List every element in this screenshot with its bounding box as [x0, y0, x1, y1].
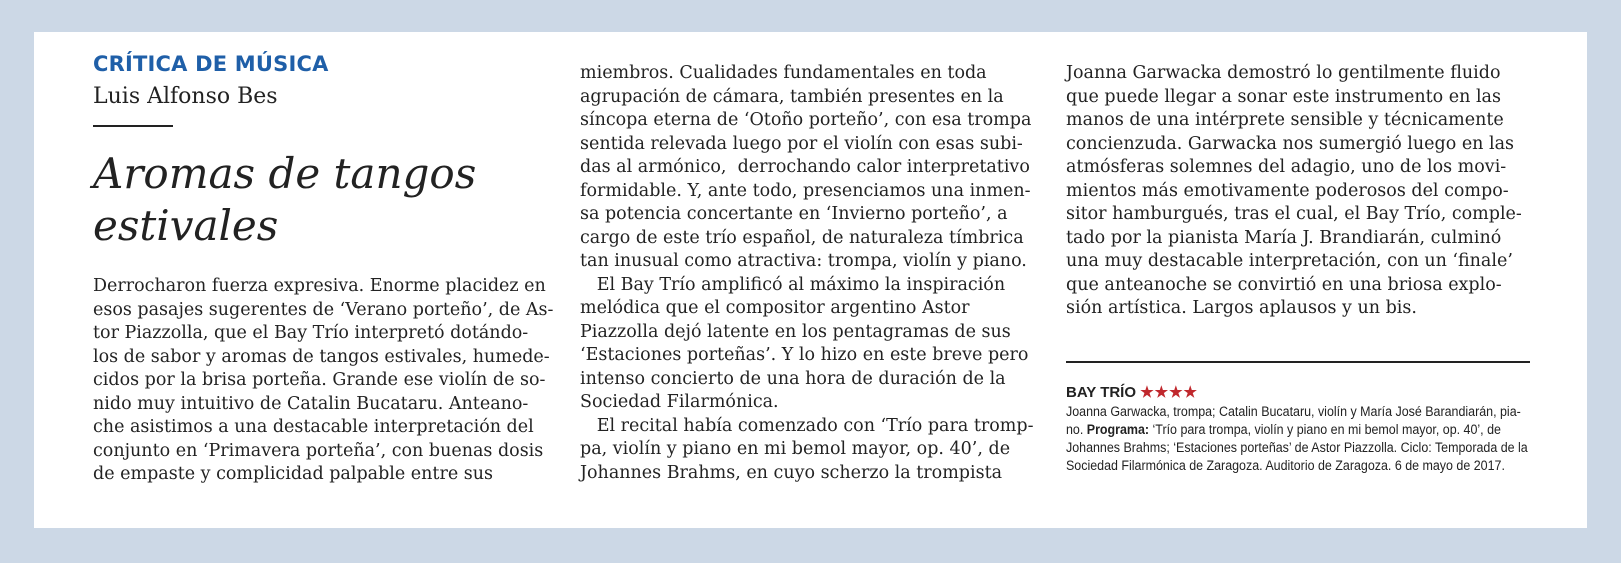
infobox-line: Joanna Garwacka, trompa; Catalin Bucataru, violín y María José Barandiarán, pia- [1066, 404, 1521, 419]
author-name: Luis Alfonso Bes [93, 84, 278, 109]
infobox-line: no. [1066, 422, 1087, 437]
infobox-line: Sociedad Filarmónica de Zaragoza. Auditorio de Zaragoza. 6 de mayo de 2017. [1066, 458, 1505, 473]
article-column-3: Joanna Garwacka demostró lo gentilmente fluido que puede llegar a sonar este instrumento en las manos de una intérprete sensible y técnicamente concienzuda. Garwacka nos sumergió luego en las atmósferas solemnes del adagio, uno de los movi- mientos más emotivamente poderosos del compo- sitor hamburgués, tras el cual, el Bay Trío, comple- tado por la pianista María J. Brandiarán, culminó una muy destacable interpretación, con un ‘finale’ que anteanoche se convirtió en una briosa explo- sión artística. Largos aplausos y un bis. [1066, 63, 1522, 318]
headline-line: estivales [93, 201, 279, 250]
infobox-divider [1066, 361, 1530, 363]
programa-label: Programa: [1086, 422, 1150, 437]
infobox-line: ‘Trío para trompa, violín y piano en mi bemol mayor, op. 40’, de [1149, 422, 1501, 437]
article-column-1: Derrocharon fuerza expresiva. Enorme placidez en esos pasajes sugerentes de ‘Verano porteño’, de As- tor Piazzolla, que el Bay Trío interpretó dotándo- los de sabor y aromas de tangos estivales, humede- cidos por la brisa porteña. Grande ese violín de so- nido muy intuitivo de Catalin Bucataru. Anteano- che asistimos a una destacable interpretación del conjunto en ‘Primavera porteña’, con buenas dosis de empaste y complicidad palpable entre sus [93, 276, 554, 484]
infobox-title [1066, 383, 1198, 401]
section-label: CRÍTICA DE MÚSICA [93, 52, 329, 76]
rating-stars: ★★★★ [1140, 384, 1198, 401]
infobox-title-text: BAY TRÍO [1066, 384, 1137, 401]
divider [93, 125, 173, 127]
headline-line: Aromas de tangos [93, 149, 477, 198]
infobox-line: Johannes Brahms; ‘Estaciones porteñas’ de Astor Piazzolla. Ciclo: Temporada de la [1066, 440, 1528, 455]
headline [93, 148, 533, 252]
article-column-2: miembros. Cualidades fundamentales en toda agrupación de cámara, también presentes en la síncopa eterna de ‘Otoño porteño’, con esa trompa sentida relevada luego por el violín con esas subi- das al armónico, derrochando calor interpretativo formidable. Y, ante todo, presenciamos una inmen- sa potencia concertante en ‘Invierno porteño’, a cargo de este trío español, de naturaleza tímbrica tan inusual como atractiva: trompa, violín y piano. El Bay Trío amplificó al máximo la inspiración melódica que el compositor argentino Astor Piazzolla dejó latente en los pentagramas de sus ‘Estaciones porteñas’. Y lo hizo en este breve pero intenso concierto de una hora de duración de la Sociedad Filarmónica. El recital había comenzado con ‘Trío para tromp- pa, violín y piano en mi bemol mayor, op. 40’, de Johannes Brahms, en cuyo scherzo la trompista [580, 63, 1034, 483]
infobox-details [1066, 403, 1528, 475]
